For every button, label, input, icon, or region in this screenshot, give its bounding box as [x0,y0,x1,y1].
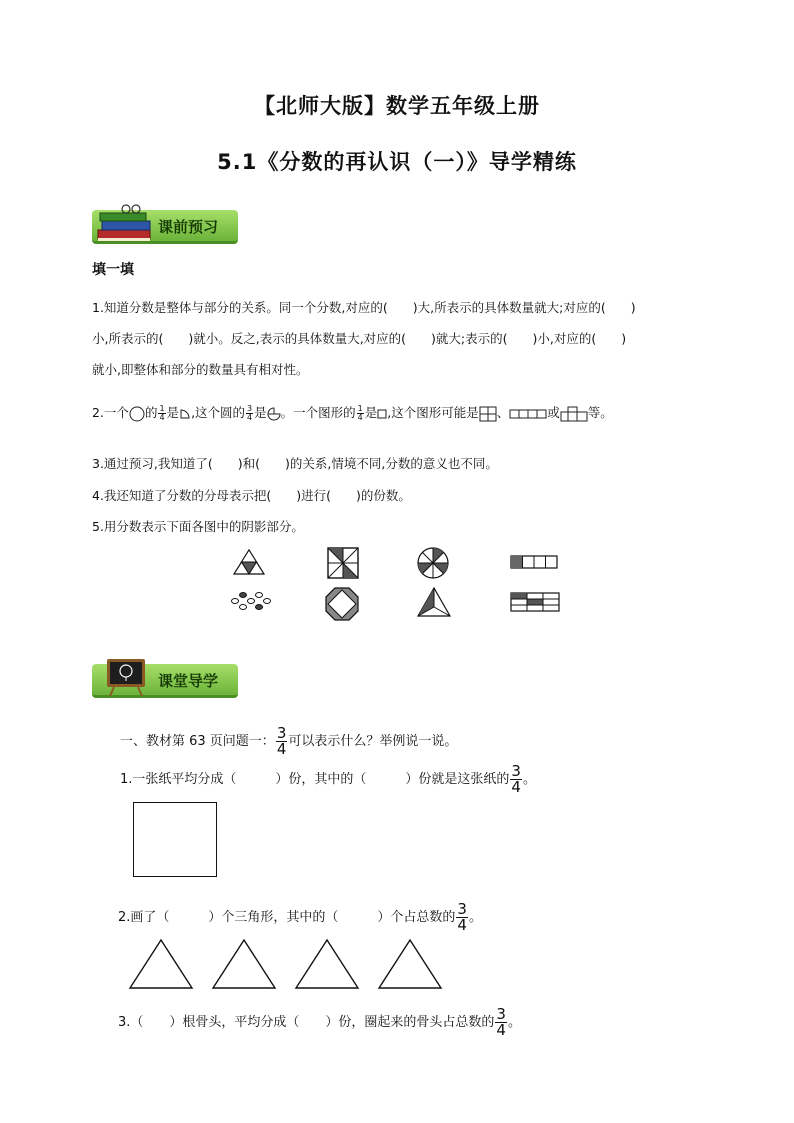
q2-text: 是 [364,405,378,420]
triangles-row [128,938,448,990]
lesson-item-3 [118,1007,521,1038]
q2-text: 。一个图形的 [280,405,356,420]
grid-square-icon [479,406,497,422]
small-square-icon [377,409,387,419]
question-3: 3.通过预习,我知道了( )和( )的关系,情境不同,分数的意义也不同。 [92,456,498,471]
q2-text: ,这个圆的 [191,405,246,420]
section-heading: 填一填 [92,262,134,278]
fraction [456,902,468,933]
denominator: 4 [496,1021,506,1039]
q2-text: 等。 [587,405,613,420]
paper-square [133,802,217,877]
square-x-figure [327,547,359,579]
question-1-line-1: 1.知道分数是整体与部分的关系。同一个分数,对应的( )大,所表示的具体数量就大;对应的( ) [92,300,636,315]
question-4: 4.我还知道了分数的分母表示把( )进行( )的份数。 [92,488,411,503]
banner-label: 课堂导学 [158,672,219,690]
banner-label: 课前预习 [158,218,219,236]
numerator: 3 [276,724,287,742]
doc-title: 【北师大版】数学五年级上册 [254,94,540,118]
q2-text: 是 [254,405,267,420]
fraction [158,405,165,422]
l-shape-icon [560,406,588,422]
item-text: 2.画了（ ）个三角形，其中的（ ）个占总数的 [118,910,456,925]
question-1-line-3: 就小,即整体和部分的数量具有相对性。 [92,362,309,377]
q2-text: 2.一个 [92,405,129,420]
triangle [213,940,275,988]
q2-text: 是 [166,405,180,420]
question-5: 5.用分数表示下面各图中的阴影部分。 [92,519,304,534]
intro-text: 一、教材第 63 页问题一： [120,734,275,749]
grid-rect-figure [510,592,560,612]
denominator: 4 [276,740,287,758]
question-2 [92,405,613,422]
triangle [130,940,192,988]
quarter-circle-icon [179,408,191,420]
lesson-intro [120,726,457,757]
item-text: 1.一张纸平均分成（ ）份，其中的（ ）份就是这张纸的 [120,772,510,787]
q2-text: ,这个图形可能是 [387,405,479,420]
denominator: 4 [511,778,521,796]
octagon-figure [324,586,360,622]
denominator: 4 [457,916,467,934]
lesson-item-1 [120,764,536,795]
four-in-row-icon [509,409,547,419]
item-text: 。 [522,772,536,787]
triangle-figure [232,548,266,576]
fraction [276,726,288,757]
books-icon [96,202,156,246]
intro-text: 可以表示什么？举例说一说。 [288,734,458,749]
fraction [357,405,364,422]
q2-text: 、 [496,405,510,420]
fraction [510,764,522,795]
q2-text: 的 [144,405,158,420]
dots-figure [230,590,272,612]
numerator: 1 [159,404,165,413]
numerator: 3 [457,900,467,918]
denominator: 4 [357,413,363,422]
denominator: 4 [247,413,253,422]
denominator: 4 [159,413,165,422]
triangle-center-figure [416,586,452,618]
numerator: 3 [511,762,521,780]
circle-icon [129,406,145,422]
triangle [296,940,358,988]
numerator: 1 [357,404,363,413]
doc-subtitle: 5.1《分数的再认识（一）》导学精练 [217,150,577,174]
item-text: 。 [468,910,482,925]
numerator: 3 [496,1005,506,1023]
triangle [379,940,441,988]
blackboard-icon [104,656,150,698]
numerator: 3 [247,404,253,413]
item-text: 。 [507,1015,521,1030]
item-text: 3.（ ）根骨头，平均分成（ ）份，圈起来的骨头占总数的 [118,1015,495,1030]
circle-sectors-figure [416,546,450,580]
lesson-banner [92,656,240,698]
fraction [495,1007,507,1038]
preview-banner [92,202,240,244]
question-1-line-2: 小,所表示的( )就小。反之,表示的具体数量大,对应的( )就大;表示的( )小,对应的( ) [92,331,627,346]
q2-text: 或 [547,405,560,420]
lesson-item-2 [118,902,482,933]
three-quarter-circle-icon [267,407,281,421]
bar-four-figure [510,555,558,569]
fraction [246,405,253,422]
